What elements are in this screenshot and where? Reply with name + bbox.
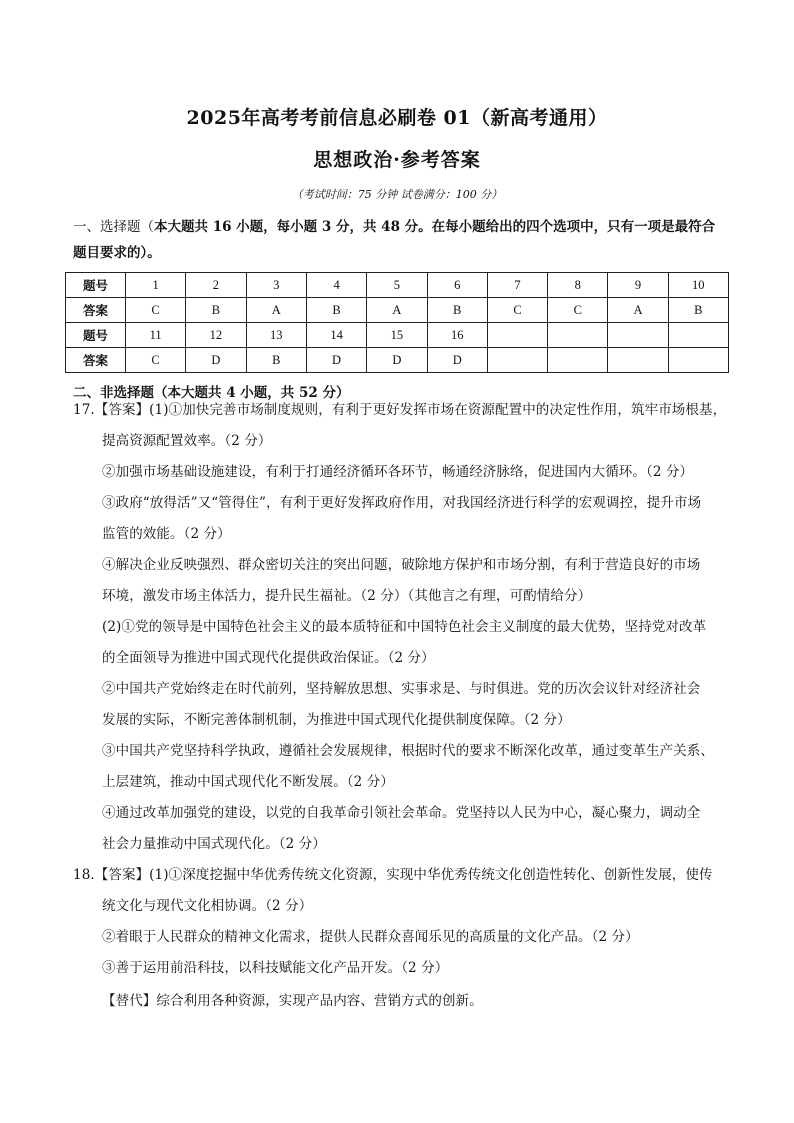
- table-cell: [608, 348, 668, 373]
- answer-line: 统文化与现代文化相协调。（2 分）: [102, 898, 313, 914]
- table-cell: 10: [668, 273, 728, 298]
- answer-line: ③政府“放得活”又“管得住”，有利于更好发挥政府作用，对我国经济进行科学的宏观调控，提升市场: [102, 495, 702, 511]
- table-cell: [548, 348, 608, 373]
- answer-table: [65, 272, 729, 373]
- table-cell: 9: [608, 273, 668, 298]
- answer-line: (2)①党的领导是中国特色社会主义的最本质特征和中国特色社会主义制度的最大优势，坚持党对改革: [102, 619, 707, 635]
- section-one-prefix: 一、选择题（: [73, 219, 154, 235]
- row-label: 答案: [66, 348, 126, 373]
- table-cell: 3: [246, 273, 306, 298]
- table-cell: 5: [367, 273, 427, 298]
- answer-line: 发展的实际，不断完善体制机制，为推进中国式现代化提供制度保障。（2 分）: [102, 712, 571, 728]
- table-cell: 13: [246, 323, 306, 348]
- answer-line: 17.【答案】(1)①加快完善市场制度规则，有利于更好发挥市场在资源配置中的决定性作用，筑牢市场根基，: [73, 402, 727, 418]
- table-cell: 4: [306, 273, 366, 298]
- answer-line: 【替代】综合利用各种资源，实现产品内容、营销方式的创新。: [102, 993, 483, 1009]
- row-label: 题号: [66, 323, 126, 348]
- section-one-instructions: 本大题共 16 小题，每小题 3 分，共 48 分。在每小题给出的四个选项中，只有一项是最符合: [154, 219, 716, 235]
- answer-line: 社会力量推动中国式现代化。（2 分）: [102, 836, 326, 852]
- table-cell: B: [246, 348, 306, 373]
- table-cell: 12: [186, 323, 246, 348]
- table-cell: 16: [427, 323, 487, 348]
- answer-line: 上层建筑，推动中国式现代化不断发展。（2 分）: [102, 774, 394, 790]
- answer-line: 环境，激发市场主体活力，提升民生福祉。（2 分）（其他言之有理，可酌情给分）: [102, 588, 592, 604]
- document-subtitle: 思想政治·参考答案: [313, 149, 481, 171]
- table-cell: A: [367, 298, 427, 323]
- table-cell: D: [186, 348, 246, 373]
- table-cell: [487, 323, 547, 348]
- table-cell: B: [668, 298, 728, 323]
- table-cell: A: [608, 298, 668, 323]
- answer-line: 18.【答案】(1)①深度挖掘中华优秀传统文化资源，实现中华优秀传统文化创造性转化、创新性发展，使传: [73, 867, 713, 883]
- section-two-heading: 二、非选择题（本大题共 4 小题，共 52 分）: [73, 385, 350, 401]
- table-cell: B: [186, 298, 246, 323]
- answer-row: [66, 298, 729, 323]
- answer-line: ③善于运用前沿科技，以科技赋能文化产品开发。（2 分）: [102, 960, 449, 976]
- answer-line: ④通过改革加强党的建设，以党的自我革命引领社会革命。党坚持以人民为中心，凝心聚力，调动全: [102, 805, 701, 821]
- answer-line: 提高资源配置效率。（2 分）: [102, 433, 272, 449]
- table-cell: [548, 323, 608, 348]
- table-cell: D: [306, 348, 366, 373]
- answer-line: 的全面领导为推进中国式现代化提供政治保证。（2 分）: [102, 650, 435, 666]
- table-cell: C: [125, 298, 185, 323]
- table-cell: C: [487, 298, 547, 323]
- table-cell: 2: [186, 273, 246, 298]
- table-cell: C: [125, 348, 185, 373]
- question-number-row: [66, 273, 729, 298]
- table-cell: B: [427, 298, 487, 323]
- table-cell: C: [548, 298, 608, 323]
- table-cell: [487, 348, 547, 373]
- table-cell: 11: [125, 323, 185, 348]
- row-label: 答案: [66, 298, 126, 323]
- table-cell: D: [427, 348, 487, 373]
- question-number-row: [66, 323, 729, 348]
- answer-line: ②中国共产党始终走在时代前列，坚持解放思想、实事求是、与时俱进。党的历次会议针对经济社会: [102, 681, 701, 697]
- table-cell: [668, 348, 728, 373]
- table-cell: 7: [487, 273, 547, 298]
- answer-line: ②着眼于人民群众的精神文化需求，提供人民群众喜闻乐见的高质量的文化产品。（2 分）: [102, 929, 639, 945]
- table-cell: 8: [548, 273, 608, 298]
- table-cell: D: [367, 348, 427, 373]
- answer-line: ②加强市场基础设施建设，有利于打通经济循环各环节，畅通经济脉络，促进国内大循环。（2 分）: [102, 464, 694, 480]
- table-cell: 15: [367, 323, 427, 348]
- table-cell: [668, 323, 728, 348]
- answer-line: ④解决企业反映强烈、群众密切关注的突出问题，破除地方保护和市场分割，有利于营造良好的市场: [102, 557, 701, 573]
- table-cell: A: [246, 298, 306, 323]
- answer-line: ③中国共产党坚持科学执政，遵循社会发展规律，根据时代的要求不断深化改革，通过变革生产关系、: [102, 743, 714, 759]
- answer-row: [66, 348, 729, 373]
- table-cell: 1: [125, 273, 185, 298]
- section-one-instructions-end: 题目要求的）。: [73, 245, 161, 261]
- document-title: 2025年高考考前信息必刷卷 01（新高考通用）: [186, 107, 608, 129]
- table-cell: B: [306, 298, 366, 323]
- row-label: 题号: [66, 273, 126, 298]
- answer-line: 监管的效能。（2 分）: [102, 526, 231, 542]
- table-cell: [608, 323, 668, 348]
- exam-info: （考试时间：75 分钟 试卷满分：100 分）: [291, 188, 503, 201]
- section-one-heading: [73, 214, 733, 266]
- table-cell: 14: [306, 323, 366, 348]
- table-cell: 6: [427, 273, 487, 298]
